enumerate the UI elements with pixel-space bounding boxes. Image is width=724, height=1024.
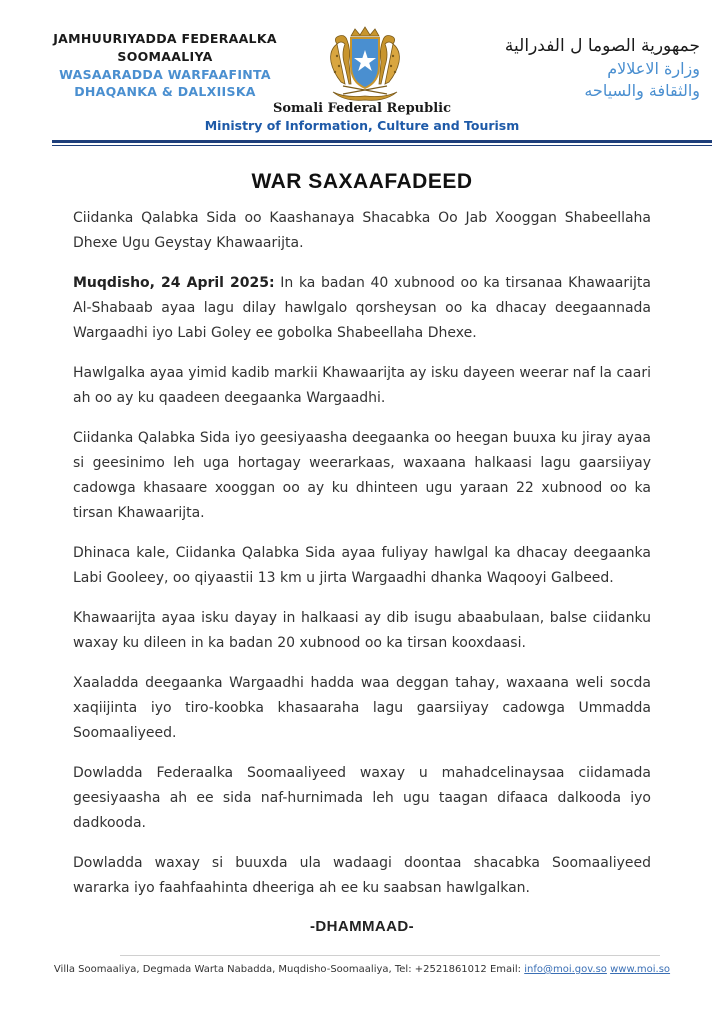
body-paragraph <box>73 361 651 411</box>
body-paragraph <box>73 606 651 656</box>
letterhead-english-block <box>200 100 524 134</box>
paragraph-text: In ka badan 40 xubnood oo ka tirsanaa Khawaarijta Al-Shabaab ayaa lagu dilay hawlgalo qorsheysan oo ka dhacay deegaannada Wargaadhi iyo Labi Goley ee gobolka Shabeellaha Dhexe. <box>73 275 651 341</box>
body-paragraph <box>73 851 651 901</box>
republic-name-arabic: جمهورية الصوما ل الفدرالية <box>504 36 700 56</box>
document-title: WAR SAXAAFADEED <box>251 170 473 193</box>
footer-address: Villa Soomaaliya, Degmada Warta Nabadda, Muqdisho-Soomaaliya, Tel: +2521861012 Email: <box>53 964 525 975</box>
website-link[interactable]: www.moi.so <box>610 964 671 975</box>
footer-contact <box>0 964 724 975</box>
paragraph-text: Dhinaca kale, Ciidanka Qalabka Sida ayaa fuliyay hawlgal ka dhacay deegaanka Labi Gooleey, oo qiyaastii 13 km u jirta Wargaadhi dhanka Waqooyi Galbeed. <box>73 545 651 586</box>
footer-divider <box>120 955 660 956</box>
paragraph-text: Hawlgalka ayaa yimid kadib markii Khawaarijta ay isku dayeen weerar naf la caari ah oo ay ku qaadeen deegaanka Wargaadhi. <box>73 365 651 406</box>
letterhead-arabic-block <box>480 34 700 102</box>
dateline-paragraph <box>73 271 651 346</box>
body-paragraph <box>73 761 651 836</box>
email-link[interactable]: info@moi.gov.so <box>524 964 607 975</box>
letterhead <box>0 0 724 150</box>
republic-name-somali-line2: SOOMAALIYA <box>117 49 213 64</box>
republic-name-somali-line1: JAMHUURIYADDA FEDERAALKA <box>53 31 277 46</box>
body-paragraph <box>73 426 651 526</box>
body-paragraph <box>73 671 651 746</box>
paragraph-text: Ciidanka Qalabka Sida oo Kaashanaya Shacabka Oo Jab Xooggan Shabeellaha Dhexe Ugu Geystay Khawaarijta. <box>73 210 651 251</box>
header-divider-thick <box>52 140 712 143</box>
ministry-name-somali-line1: WASAARADDA WARFAAFINTA <box>59 67 271 82</box>
press-release-body <box>73 206 651 916</box>
paragraph-text: Khawaarijta ayaa isku dayay in halkaasi ay dib isugu abaabulaan, balse ciidanku waxay ku dileen in ka badan 20 xubnood oo ka tirsan kooxdaasi. <box>73 610 651 651</box>
ministry-name-english: Ministry of Information, Culture and Tourism <box>204 118 520 133</box>
header-divider-thin <box>52 145 712 146</box>
closing-mark: -DHAMMAAD- <box>310 918 414 935</box>
ministry-name-somali-line2: DHAQANKA & DALXIISKA <box>74 84 256 99</box>
paragraph-text: Ciidanka Qalabka Sida iyo geesiyaasha deegaanka oo heegan buuxa ku jiray ayaa si geesinimo leh uga hortagay weerarkaas, waxaana halkaasi lagu gaarsiiyay cadowga khasaare xooggan oo ay ku dhinteen ugu yaraan 22 xubnood oo ka tirsan Khawaarijta. <box>73 430 651 521</box>
paragraph-text: Dowladda Federaalka Soomaaliyeed waxay u mahadcelinaysaa ciidamada geesiyaasha ah ee sida naf-hurnimada leh ugu taagan difaaca dalkooda iyo dadkooda. <box>73 765 651 831</box>
republic-name-english: Somali Federal Republic <box>272 101 452 116</box>
somalia-coat-of-arms-icon <box>315 26 415 102</box>
body-paragraph <box>73 541 651 591</box>
ministry-name-arabic-line1: وزارة الاعلالام <box>607 59 700 78</box>
letterhead-somali-block <box>40 30 290 100</box>
ministry-name-arabic-line2: والثقافة والسياحه <box>584 81 700 100</box>
paragraph-text: Dowladda waxay si buuxda ula wadaagi doontaa shacabka Soomaaliyeed wararka iyo faahfaahinta dheeriga ah ee ku saabsan hawlgalkan. <box>73 855 651 896</box>
paragraph-text: Xaaladda deegaanka Wargaadhi hadda waa deggan tahay, waxaana weli socda xaqiijinta iyo tiro-koobka khasaaraha lagu gaarsiiyay cadowga Ummadda Soomaaliyeed. <box>73 675 651 741</box>
headline-paragraph <box>73 206 651 256</box>
dateline: Muqdisho, 24 April 2025: <box>73 275 275 291</box>
